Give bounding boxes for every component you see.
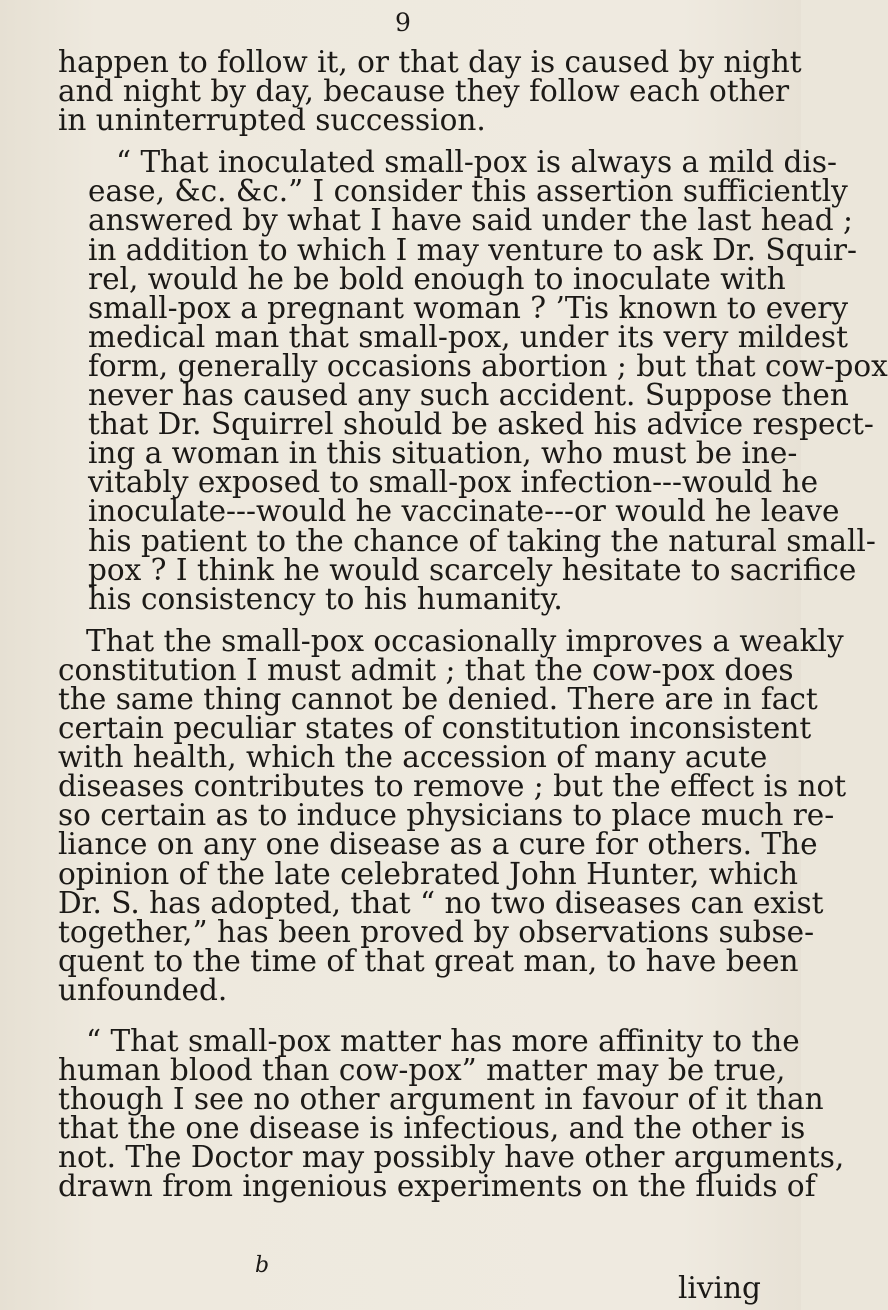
- text-line: ease, &c. &c.” I consider this assertion sufficiently: [88, 174, 848, 209]
- paragraph: [58, 145, 888, 616]
- text-line: certain peculiar states of constitution inconsistent: [58, 711, 812, 746]
- text-line: unfounded.: [58, 972, 228, 1007]
- text-line: form, generally occasions abortion ; but that cow-pox: [88, 348, 888, 383]
- text-line: together,” has been proved by observations subse-: [58, 914, 815, 949]
- text-line: and night by day, because they follow each other: [58, 74, 790, 109]
- text-line: that the one disease is infectious, and the other is: [58, 1111, 806, 1146]
- text-line: rel, would he be bold enough to inoculate with: [88, 261, 786, 296]
- text-line: so certain as to induce physicians to place much re-: [58, 798, 835, 833]
- page-number: 9: [395, 8, 411, 37]
- text-line: that Dr. Squirrel should be asked his advice respect-: [88, 407, 874, 442]
- text-line: pox ? I think he would scarcely hesitate to sacrifice: [88, 552, 857, 587]
- text-line: drawn from ingenious experiments on the fluids of: [58, 1169, 816, 1204]
- text-line: liance on any one disease as a cure for others. The: [58, 827, 818, 862]
- text-line: opinion of the late celebrated John Hunter, which: [58, 856, 798, 891]
- paragraph: [58, 623, 847, 1007]
- text-line: his consistency to his humanity.: [88, 581, 563, 616]
- text-line: vitably exposed to small-pox infection---would he: [88, 465, 819, 500]
- text-line: That the small-pox occasionally improves a weakly: [86, 623, 844, 658]
- paragraph: [58, 1024, 845, 1204]
- text-line: medical man that small-pox, under its very mildest: [88, 319, 848, 354]
- text-line: answered by what I have said under the last head ;: [88, 203, 853, 238]
- text-line: his patient to the chance of taking the natural small-: [88, 523, 876, 558]
- text-line: in uninterrupted succession.: [58, 103, 486, 138]
- signature-mark: b: [255, 1253, 270, 1278]
- text-line: “ That small-pox matter has more affinity to the: [86, 1024, 800, 1058]
- text-line: in addition to which I may venture to ask Dr. Squir-: [88, 232, 857, 267]
- text-line: constitution I must admit ; that the cow-pox does: [58, 652, 794, 687]
- text-line: small-pox a pregnant woman ? ’Tis known to every: [88, 290, 849, 325]
- text-line: not. The Doctor may possibly have other arguments,: [58, 1140, 845, 1175]
- text-line: with health, which the accession of many acute: [58, 740, 768, 775]
- text-line: “ That inoculated small-pox is always a mild dis-: [116, 145, 837, 180]
- text-line: though I see no other argument in favour of it than: [58, 1082, 824, 1117]
- text-line: human blood than cow-pox” matter may be true,: [58, 1053, 786, 1088]
- text-line: ing a woman in this situation, who must be ine-: [88, 436, 798, 471]
- paragraph: [58, 45, 802, 138]
- text-line: inoculate---would he vaccinate---or would he leave: [88, 494, 840, 529]
- text-line: Dr. S. has adopted, that “ no two diseases can exist: [58, 885, 824, 920]
- text-line: the same thing cannot be denied. There are in fact: [58, 681, 818, 716]
- text-line: quent to the time of that great man, to have been: [58, 943, 799, 978]
- text-line: diseases contributes to remove ; but the effect is not: [58, 769, 847, 804]
- text-line: never has caused any such accident. Suppose then: [88, 378, 849, 413]
- text-line: happen to follow it, or that day is caused by night: [58, 45, 802, 79]
- body-text: [58, 45, 888, 1204]
- catchword: living: [678, 1271, 761, 1305]
